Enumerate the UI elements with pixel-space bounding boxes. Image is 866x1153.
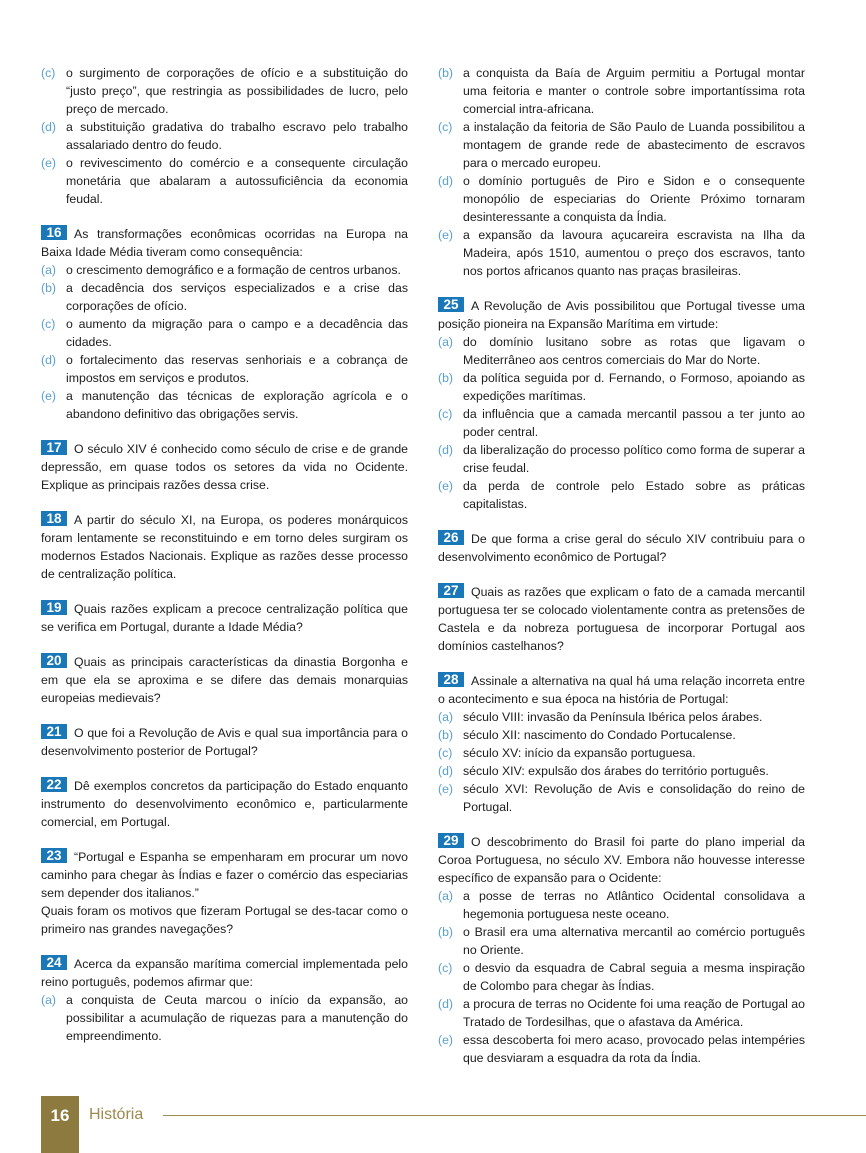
question-24-continued	[438, 64, 805, 280]
question-number-badge: 20	[41, 653, 67, 668]
question-number-badge: 28	[438, 672, 464, 687]
option-d: (d) o domínio português de Piro e Sidon e o consequente monopólio de especiarias do Oriente Próximo tornaram desinteressante a conquista da Índia.	[438, 174, 805, 224]
options-list	[438, 64, 805, 280]
question-18	[41, 511, 408, 583]
question-quote: “Portugal e Espanha se empenharam em procurar um novo caminho para chegar às Índias e fazer o comércio das especiarias sem depender dos italianos.”	[41, 850, 408, 900]
question-23	[41, 848, 408, 938]
question-number-badge: 27	[438, 583, 464, 598]
option-a: (a) a conquista de Ceuta marcou o início da expansão, ao possibilitar a acumulação de riquezas para a manutenção do empreendimento.	[41, 993, 408, 1043]
question-15-continued	[41, 64, 408, 208]
page-number: 16	[41, 1096, 79, 1153]
question-number-badge: 18	[41, 511, 67, 526]
option-a: (a) a posse de terras no Atlântico Ocidental consolidava a hegemonia portuguesa neste oceano.	[438, 889, 805, 921]
question-number-badge: 17	[41, 440, 67, 455]
question-text: Assinale a alternativa na qual há uma relação incorreta entre o acontecimento e sua época na história de Portugal:	[438, 674, 805, 706]
question-text: De que forma a crise geral do século XIV contribuiu para o desenvolvimento econômico de Portugal?	[438, 532, 805, 564]
option-c: (c) da influência que a camada mercantil passou a ter junto ao poder central.	[438, 407, 805, 439]
option-c: (c) século XV: início da expansão portuguesa.	[438, 746, 696, 760]
question-text: Acerca da expansão marítima comercial implementada pelo reino português, podemos afirmar que:	[41, 957, 408, 989]
question-text: O descobrimento do Brasil foi parte do plano imperial da Coroa Portuguesa, no século XV. Embora não houvesse interesse específico de expansão para o Ocidente:	[438, 835, 805, 885]
question-number-badge: 29	[438, 833, 464, 848]
option-a: (a) século VIII: invasão da Península Ibérica pelos árabes.	[438, 710, 763, 724]
left-column	[41, 64, 408, 1045]
option-e: (e) a expansão da lavoura açucareira escravista na Ilha da Madeira, após 1510, aumentou o preço dos escravos, tanto nos portos africanos quanto nas praças brasileiras.	[438, 228, 805, 278]
question-text: O que foi a Revolução de Avis e qual sua importância para o desenvolvimento posterior de Portugal?	[41, 726, 408, 758]
question-text: A partir do século XI, na Europa, os poderes monárquicos foram lentamente se reconstituindo e em torno deles surgiram os modernos Estados Nacionais. Explique as razões desse processo de centralização política.	[41, 513, 408, 581]
question-text: As transformações econômicas ocorridas na Europa na Baixa Idade Média tiveram como consequência:	[41, 227, 408, 259]
option-d: (d) a substituição gradativa do trabalho escravo pelo trabalho assalariado dentro do feudo.	[41, 120, 408, 152]
question-text: Quais foram os motivos que fizeram Portugal se des-tacar como o primeiro nas grandes navegações?	[41, 904, 408, 936]
option-c: (c) a instalação da feitoria de São Paulo de Luanda possibilitou a montagem de grande rede de abastecimento de escravos para o mercado europeu.	[438, 120, 805, 170]
page-footer	[0, 1096, 866, 1153]
question-number-badge: 16	[41, 225, 67, 240]
option-a: (a) o crescimento demográfico e a formação de centros urbanos.	[41, 263, 401, 277]
question-17	[41, 440, 408, 494]
question-text: Quais razões explicam a precoce centralização política que se verifica em Portugal, durante a Idade Média?	[41, 602, 408, 634]
option-e: (e) da perda de controle pelo Estado sobre as práticas capitalistas.	[438, 479, 805, 511]
option-b: (b) da política seguida por d. Fernando, o Formoso, apoiando as expedições marítimas.	[438, 371, 805, 403]
option-b: (b) o Brasil era uma alternativa mercantil ao comércio português no Oriente.	[438, 925, 805, 957]
section-label: História	[89, 1106, 144, 1123]
question-26	[438, 530, 805, 566]
right-column	[438, 64, 805, 1067]
question-number-badge: 24	[41, 955, 67, 970]
question-24	[41, 955, 408, 1045]
question-text: O século XIV é conhecido como século de crise e de grande depressão, em quase todos os setores da vida no Ocidente. Explique as principais razões dessa crise.	[41, 442, 408, 492]
question-text: Dê exemplos concretos da participação do Estado enquanto instrumento do desenvolvimento econômico e, particularmente comercial, em Portugal.	[41, 779, 408, 829]
options-list	[41, 64, 408, 208]
question-19	[41, 600, 408, 636]
options-list	[438, 708, 805, 816]
options-list	[41, 991, 408, 1045]
option-b: (b) a decadência dos serviços especializados e a crise das corporações de ofício.	[41, 281, 408, 313]
question-number-badge: 23	[41, 848, 67, 863]
question-number-badge: 22	[41, 777, 67, 792]
question-text: Quais as principais características da dinastia Borgonha e em que ela se aproxima e se difere das demais monarquias europeias medievais?	[41, 655, 408, 705]
options-list	[41, 261, 408, 423]
question-27	[438, 583, 805, 655]
footer-divider	[163, 1115, 866, 1116]
option-e: (e) essa descoberta foi mero acaso, provocado pelas intempéries que desviaram a esquadra da rota da Índia.	[438, 1033, 805, 1065]
question-29	[438, 833, 805, 1067]
option-d: (d) da liberalização do processo político como forma de superar a crise feudal.	[438, 443, 805, 475]
option-c: (c) o aumento da migração para o campo e a decadência das cidades.	[41, 317, 408, 349]
option-d: (d) a procura de terras no Ocidente foi uma reação de Portugal ao Tratado de Tordesilhas, que o afastava da América.	[438, 997, 805, 1029]
option-e: (e) o revivescimento do comércio e a consequente circulação monetária que abalaram a autossuficiência da economia feudal.	[41, 156, 408, 206]
question-text: A Revolução de Avis possibilitou que Portugal tivesse uma posição pioneira na Expansão Marítima em virtude:	[438, 299, 805, 331]
option-e: (e) a manutenção das técnicas de exploração agrícola e o abandono definitivo das obrigações servis.	[41, 389, 408, 421]
question-number-badge: 26	[438, 530, 464, 545]
option-c: (c) o surgimento de corporações de ofício e a substituição do “justo preço”, que restringia as possibilidades de lucro, pelo preço de mercado.	[41, 66, 408, 116]
option-a: (a) do domínio lusitano sobre as rotas que ligavam o Mediterrâneo aos centros comerciais do Mar do Norte.	[438, 335, 805, 367]
question-25	[438, 297, 805, 513]
question-16	[41, 225, 408, 423]
question-21	[41, 724, 408, 760]
question-number-badge: 25	[438, 297, 464, 312]
question-20	[41, 653, 408, 707]
question-number-badge: 21	[41, 724, 67, 739]
option-c: (c) o desvio da esquadra de Cabral seguia a mesma inspiração de Colombo para chegar às Índias.	[438, 961, 805, 993]
question-text: Quais as razões que explicam o fato de a camada mercantil portuguesa ter se colocado violentamente contra as pretensões de Castela e da nobreza portuguesa de incorporar Portugal aos domínios castelhanos?	[438, 585, 805, 653]
question-22	[41, 777, 408, 831]
option-b: (b) a conquista da Baía de Arguim permitiu a Portugal montar uma feitoria e manter o controle sobre importantíssima rota comercial intra-africana.	[438, 66, 805, 116]
options-list	[438, 887, 805, 1067]
options-list	[438, 333, 805, 513]
question-number-badge: 19	[41, 600, 67, 615]
option-e: (e) século XVI: Revolução de Avis e consolidação do reino de Portugal.	[438, 782, 805, 814]
question-28	[438, 672, 805, 816]
option-d: (d) o fortalecimento das reservas senhoriais e a cobrança de impostos em serviços e produtos.	[41, 353, 408, 385]
option-d: (d) século XIV: expulsão dos árabes do território português.	[438, 764, 769, 778]
option-b: (b) século XII: nascimento do Condado Portucalense.	[438, 728, 736, 742]
